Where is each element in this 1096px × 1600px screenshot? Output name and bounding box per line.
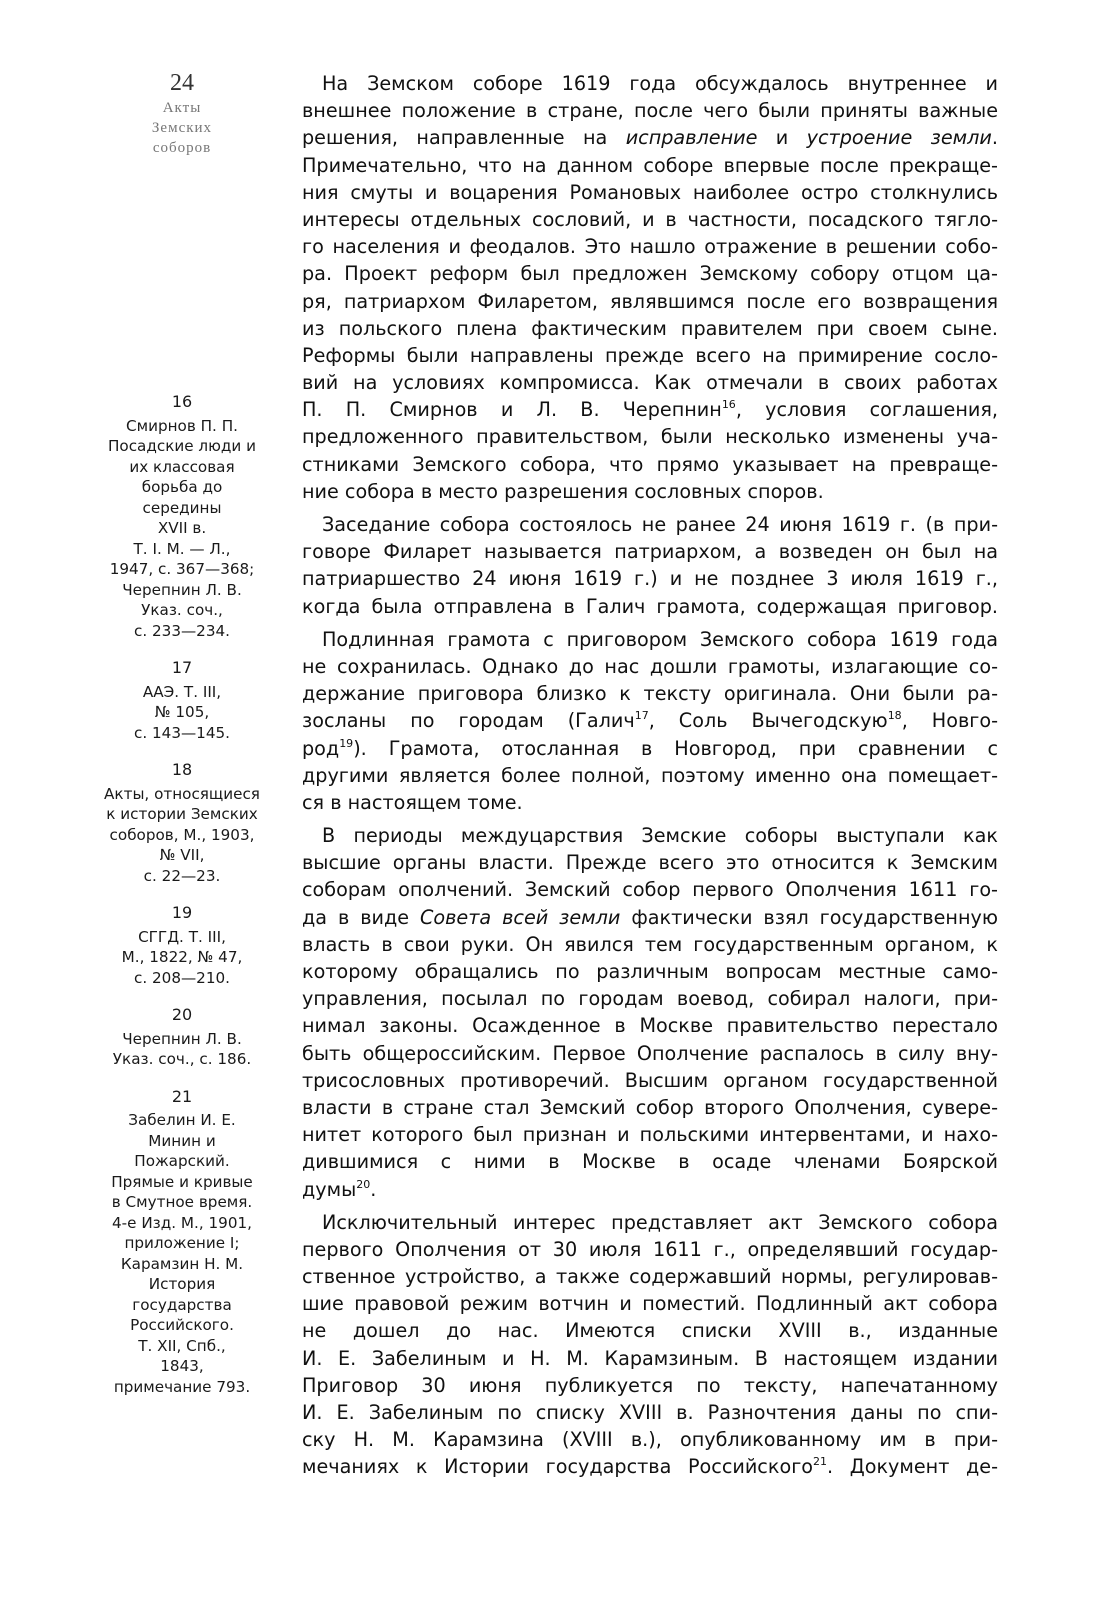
footnote-ref[interactable]: 16: [721, 398, 736, 412]
text-line: [302, 735, 998, 762]
footnote-line: Забелин И. Е.: [128, 1111, 236, 1129]
text-run: зосланы по городам (Галич: [302, 709, 635, 733]
footnote-line: М., 1822, № 47,: [121, 948, 243, 966]
page-number: 24: [170, 70, 194, 96]
text-line: нимал законы. Осажденное в Москве правительство перестало: [302, 1014, 998, 1038]
text-line: Примечательно, что на данном соборе впервые после прекраще-: [302, 153, 998, 177]
paragraph: [302, 822, 998, 1203]
footnote-number: 21: [171, 1086, 193, 1106]
text-line: шие правовой режим вотчин и поместий. Подлинный акт собора: [302, 1292, 998, 1316]
footnote-line: государства: [132, 1295, 232, 1314]
text-line: [302, 1176, 998, 1203]
footnote-line: Черепнин Л. В.: [122, 1029, 242, 1048]
footnote-number: 18: [171, 760, 193, 779]
text-line: высшие органы власти. Прежде всего это относится к Земским: [302, 851, 998, 875]
text-line: интересы отдельных сословий, и в частности, посадского тягло-: [302, 207, 998, 231]
text-line: власть в свои руки. Он явился тем государственным органом, к: [302, 932, 998, 956]
footnote-ref[interactable]: 17: [634, 709, 649, 723]
text-line: предложенного правительством, были несколько изменены уча-: [302, 425, 998, 449]
paragraph: [302, 511, 998, 620]
text-line: держание приговора близко к тексту оригинала. Они были ра-: [302, 682, 998, 706]
text-line: ния смуты и воцарения Романовых наиболее остро столкнулись: [302, 180, 998, 204]
footnote-line: Пожарский.: [134, 1152, 230, 1170]
footnote-line: История: [148, 1275, 216, 1293]
text-line: власти в стране стал Земский собор второго Ополчения, сувере-: [302, 1095, 998, 1119]
footnote-line: с. 208—210.: [134, 968, 230, 987]
text-line: нитет которого был признан и польскими интервентами, и нахо-: [302, 1123, 998, 1147]
footnote-ref[interactable]: 20: [356, 1177, 371, 1191]
footnote-line: к истории Земских: [106, 805, 258, 823]
text-run: П. П. Смирнов и Л. В. Черепнин: [302, 398, 722, 422]
footnote-line: с. 233—234.: [134, 621, 230, 640]
emphasis: исправление: [625, 126, 758, 150]
text-line: Заседание собора состоялось не ранее 24 июня 1619 г. (в при-: [322, 513, 998, 536]
text-line: [302, 124, 998, 151]
footnote-line: середины: [142, 498, 222, 517]
footnote-line: ААЭ. Т. III,: [142, 682, 222, 701]
footnote-line: № VII,: [159, 846, 205, 864]
text-line: дившимися с ними в Москве в осаде членами Боярской: [302, 1150, 998, 1174]
text-line: первого Ополчения от 30 июля 1611 г., определявший государ-: [302, 1237, 998, 1261]
text-line: [302, 1453, 998, 1480]
footnote-line: Черепнин Л. В.: [122, 580, 242, 599]
text-line: ску Н. М. Карамзина (XVIII в.), опубликованному им в при-: [302, 1428, 998, 1452]
text-line: быть общероссийским. Первое Ополчение распалось в силу вну-: [302, 1041, 998, 1065]
footnote-line: № 105,: [154, 703, 210, 721]
text-line: Приговор 30 июня публикуется по тексту, напечатанному: [302, 1373, 998, 1397]
footnote-line: Указ. соч., с. 186.: [112, 1050, 252, 1068]
footnote-line: Минин и: [148, 1131, 216, 1150]
text-run: ). Грамота, отосланная в Новгород, при сравнении с: [353, 736, 998, 760]
footnote-19: [92, 903, 272, 988]
footnote-line: Карамзин Н. М.: [120, 1254, 244, 1273]
text-line: Подлинная грамота с приговором Земского собора 1619 года: [322, 627, 998, 651]
text-line: Реформы были направлены прежде всего на примирение сосло-: [302, 343, 998, 367]
footnote-line: Прямые и кривые: [111, 1172, 253, 1191]
text-run: думы: [302, 1177, 357, 1201]
text-line: не сохранилась. Однако до нас дошли грамоты, излагающие со-: [302, 654, 998, 678]
footnote-16: [92, 392, 272, 641]
footnote-20: [92, 1005, 272, 1070]
footnote-line: 4-е Изд. М., 1901,: [112, 1213, 252, 1232]
text-line: ря, патриархом Филаретом, являвшимся после его возвращения: [302, 289, 998, 313]
footnote-line: Посадские люди и: [108, 437, 256, 455]
paragraph: [302, 1209, 998, 1481]
text-run: и: [757, 126, 807, 150]
text-line: управления, посылал по городам воевод, собирал налоги, при-: [302, 987, 998, 1011]
footnote-line: соборов, М., 1903,: [109, 825, 255, 844]
footnote-line: примечание 793.: [113, 1377, 251, 1396]
footnote-18: [92, 760, 272, 886]
text-line: ние собора в место разрешения сословных споров.: [302, 479, 824, 503]
emphasis: устроение земли: [806, 126, 992, 150]
text-run: , условия соглашения,: [735, 398, 998, 422]
footnote-line: с. 22—23.: [143, 866, 221, 885]
main-text: [302, 70, 998, 1487]
text-run: , Новго-: [901, 709, 998, 733]
text-line: ра. Проект реформ был предложен Земскому собору отцом ца-: [302, 262, 998, 286]
text-line: В периоды междуцарствия Земские соборы выступали как: [322, 824, 998, 848]
text-line: Исключительный интерес представляет акт Земского собора: [322, 1210, 998, 1234]
text-run: мечаниях к Истории государства Российского: [302, 1455, 814, 1479]
footnote-number: 19: [171, 903, 193, 922]
footnote-line: Акты, относящиеся: [104, 784, 260, 803]
footnote-number: 20: [171, 1005, 193, 1024]
text-line: патриаршество 24 июня 1619 г.) и не позднее 3 июля 1619 г.,: [302, 567, 998, 591]
footnote-line: XVII в.: [157, 519, 207, 537]
text-line: которому обращались по различным вопросам местные само-: [302, 960, 998, 983]
footnote-number: 17: [171, 658, 193, 677]
text-run: решения, направленные на: [302, 126, 626, 150]
margin-column: [92, 70, 272, 1396]
text-line: [302, 707, 998, 734]
text-line: соборам ополчений. Земский собор первого Ополчения 1611 го-: [302, 878, 998, 902]
footnote-line: Указ. соч.,: [141, 601, 223, 619]
text-line: стниками Земского собора, что прямо указывает на превраще-: [302, 452, 998, 476]
running-head-line: соборов: [152, 140, 212, 156]
paragraph: [302, 626, 998, 816]
footnote-21: [92, 1087, 272, 1398]
footnote-line: СГГД. Т. III,: [138, 927, 226, 946]
text-run: фактически взял государственную: [620, 905, 999, 929]
text-line: внешнее положение в стране, после чего были приняты важные: [302, 99, 998, 123]
footnote-line: в Смутное время.: [111, 1193, 253, 1211]
text-line: ся в настоящем томе.: [302, 790, 523, 814]
footnote-line: Российского.: [130, 1316, 234, 1334]
running-head-line: Акты: [162, 100, 202, 116]
text-run: . Документ де-: [827, 1455, 998, 1479]
text-line: И. Е. Забелиным и Н. М. Карамзиным. В настоящем издании: [302, 1346, 998, 1370]
footnote-line: борьба до: [141, 478, 223, 496]
footnote-ref[interactable]: 18: [887, 709, 902, 723]
footnote-line: приложение I;: [124, 1234, 240, 1252]
text-run: , Соль Вычегодскую: [648, 709, 888, 733]
text-line: На Земском соборе 1619 года обсуждалось внутреннее и: [322, 72, 998, 95]
footnote-line: их классовая: [129, 457, 235, 476]
text-line: [302, 396, 998, 423]
emphasis: Совета всей земли: [419, 905, 621, 929]
text-line: вий на условиях компромисса. Как отмечали в своих работах: [302, 371, 998, 395]
footnote-line: 1947, с. 367—368;: [109, 560, 255, 578]
text-line: из польского плена фактическим правителем при своем сыне.: [302, 316, 998, 340]
footnote-line: Т. XII, Спб.,: [138, 1336, 226, 1355]
text-run: .: [991, 126, 998, 150]
footnote-ref[interactable]: 21: [813, 1455, 828, 1469]
paragraph: [302, 70, 998, 505]
text-line: говоре Филарет называется патриархом, а возведен он был на: [302, 540, 998, 564]
text-line: [302, 904, 998, 931]
text-run: .: [370, 1177, 377, 1201]
footnote-line: с. 143—145.: [134, 723, 230, 742]
footnotes: [92, 392, 272, 1414]
text-line: го населения и феодалов. Это нашло отражение в решении собо-: [302, 235, 998, 259]
footnote-ref[interactable]: 19: [339, 736, 354, 750]
footnote-number: 16: [171, 392, 193, 411]
text-run: род: [302, 736, 340, 760]
text-line: не дошел до нас. Имеются списки XVIII в., изданные: [302, 1319, 998, 1343]
text-line: ственное устройство, а также содержавший нормы, регулировав-: [302, 1265, 998, 1289]
text-run: да в виде: [302, 905, 420, 929]
footnote-line: Смирнов П. П.: [126, 416, 238, 435]
running-head-line: Земских: [151, 120, 213, 136]
footnote-17: [92, 658, 272, 743]
running-head: [92, 98, 272, 158]
text-line: другими является более полной, поэтому именно она помещает-: [302, 763, 998, 787]
text-line: когда была отправлена в Галич грамота, содержащая приговор.: [302, 594, 998, 618]
footnote-line: Т. I. М. — Л.,: [133, 539, 231, 558]
text-line: И. Е. Забелиным по списку XVIII в. Разночтения даны по спи-: [302, 1401, 998, 1424]
text-line: трисословных противоречий. Высшим органом государственной: [302, 1068, 998, 1092]
footnote-line: 1843,: [160, 1357, 204, 1375]
